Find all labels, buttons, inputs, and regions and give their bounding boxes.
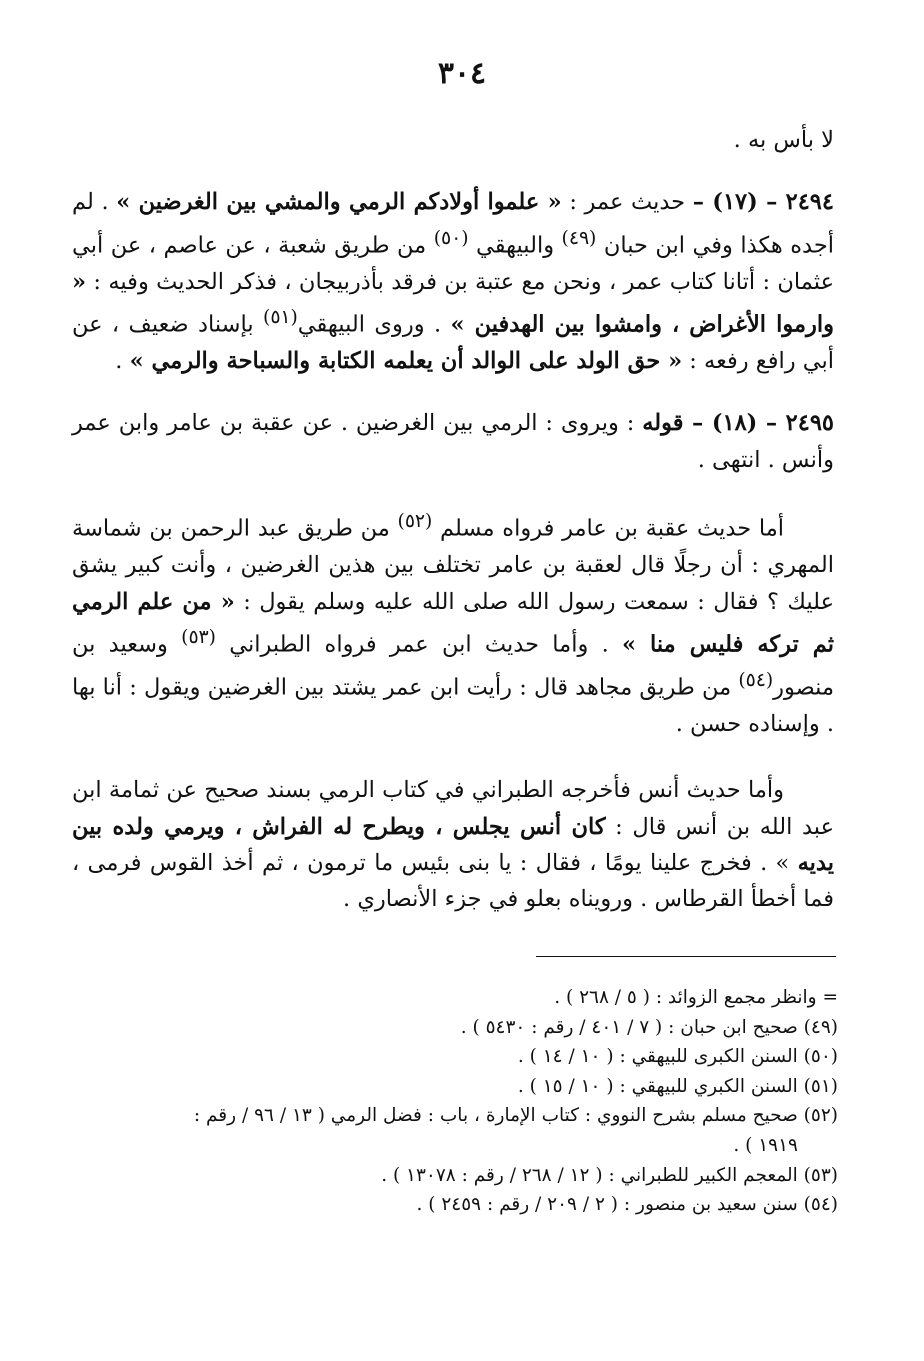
footnote-ref: (٥٠) (433, 227, 469, 249)
hadith-quote: « حق الولد على الوالد أن يعلمه الكتابة والسباحة والرمي » (129, 348, 683, 375)
text-run: والبيهقي (468, 232, 562, 259)
footnote-divider (536, 956, 836, 957)
footnote-53: (٥٣) المعجم الكبير للطبراني : ( ١٢ / ٢٦٨ / رقم : ١٣٠٧٨ ) . (381, 1164, 838, 1186)
entry-number: ٢٤٩٤ – (١٧) – (692, 189, 834, 216)
footnote-52: (٥٢) صحيح مسلم بشرح النووي : كتاب الإمارة ، باب : فضل الرمي ( ١٣ / ٩٦ / رقم : (193, 1105, 838, 1127)
hadith-quote: « من علم الرمي ثم تركه فليس منا » (72, 588, 834, 658)
text-run: وأما حديث أنس فأخرجه الطبراني في كتاب الرمي بسند صحيح عن ثمامة ابن عبد الله بن أنس قال : (72, 777, 834, 840)
paragraph-continuation (72, 122, 834, 158)
text-run: أما حديث عقبة بن عامر فرواه مسلم (432, 515, 785, 542)
hadith-quote: « وارموا الأغراض ، وامشوا بين الهدفين » (72, 268, 834, 338)
anas-hadith-paragraph (72, 772, 834, 918)
text-run: وسعيد بن منصور (72, 631, 834, 701)
hadith-2494-paragraph (72, 184, 834, 379)
hadith-2495-paragraph (72, 405, 834, 478)
footnote-54: (٥٤) سنن سعيد بن منصور : ( ٢ / ٢٠٩ / رقم : ٢٤٥٩ ) . (416, 1194, 838, 1216)
footnote-50: (٥٠) السنن الكبرى للبيهقي : ( ١٠ / ١٤ ) . (517, 1046, 838, 1068)
page-number: ٣٠٤ (437, 56, 487, 91)
hadith-quote: كان أنس يجلس ، ويطرح له الفراش ، ويرمي ولده بين يديه (72, 813, 835, 876)
text-run: . (115, 348, 130, 375)
footnote-49: (٤٩) صحيح ابن حبان : ( ٧ / ٤٠١ / رقم : ٥٤٣٠ ) . (460, 1016, 838, 1038)
text-run: . وروى البيهقي (297, 311, 451, 338)
footnote-ref: (٥٣) (181, 626, 216, 648)
footnote-51: (٥١) السنن الكبري للبيهقي : ( ١٠ / ١٥ ) . (517, 1075, 838, 1097)
uqba-hadith-paragraph (72, 504, 834, 742)
text-run: من طريق مجاهد قال : رأيت ابن عمر يشتد بين الغرضين ويقول : أنا بها . وإسناده حسن . (72, 674, 834, 737)
footnote-ref: (٥٤) (738, 669, 774, 691)
text-run: من طريق عبد الرحمن بن شماسة المهري : أن رجلًا قال لعقبة بن عامر تختلف بين هذين الغرضين ، وأنت كبير يشق عليك ؟ فقال : سمعت رسول الله صلى الله عليه وسلم يقول : (72, 515, 834, 615)
footnote-continued: = وانظر مجمع الزوائد : ( ٥ / ٢٦٨ ) . (554, 987, 838, 1008)
text-run: . لم أجده هكذا وفي ابن حبان (72, 189, 834, 259)
text-run: » . فخرج علينا يومًا ، فقال : يا بنى بئيس ما ترمون ، ثم أخذ القوس فرمى ، فما أخطأ القرطاس . ورويناه بعلو في جزء الأنصاري . (72, 850, 834, 913)
text-run: حديث عمر : (561, 189, 693, 216)
hadith-quote: « علموا أولادكم الرمي والمشي بين الغرضين » (116, 189, 562, 216)
footnote-ref: (٤٩) (561, 227, 597, 249)
footnote-ref: (٥١) (262, 307, 298, 329)
main-text (72, 122, 834, 918)
footnotes (72, 983, 838, 1220)
text-run: . وأما حديث ابن عمر فرواه الطبراني (215, 631, 623, 658)
paragraph-text: لا بأس به . (733, 127, 834, 153)
footnote-ref: (٥٢) (397, 511, 433, 533)
entry-number: ٢٤٩٥ – (١٨) – قوله (642, 410, 835, 437)
text-run: من طريق شعبة ، عن عاصم ، عن أبي عثمان : أتانا كتاب عمر ، ونحن مع عتبة بن فرقد بأذربيجان ، فذكر الحديث وفيه : (72, 232, 834, 295)
text-run: : ويروى : الرمي بين الغرضين . عن عقبة بن عامر وابن عمر وأنس . انتهى . (72, 410, 834, 473)
footnote-52-continued: ١٩١٩ ) . (733, 1134, 798, 1156)
text-run: بإسناد ضعيف ، عن أبي رافع رفعه : (72, 311, 834, 375)
